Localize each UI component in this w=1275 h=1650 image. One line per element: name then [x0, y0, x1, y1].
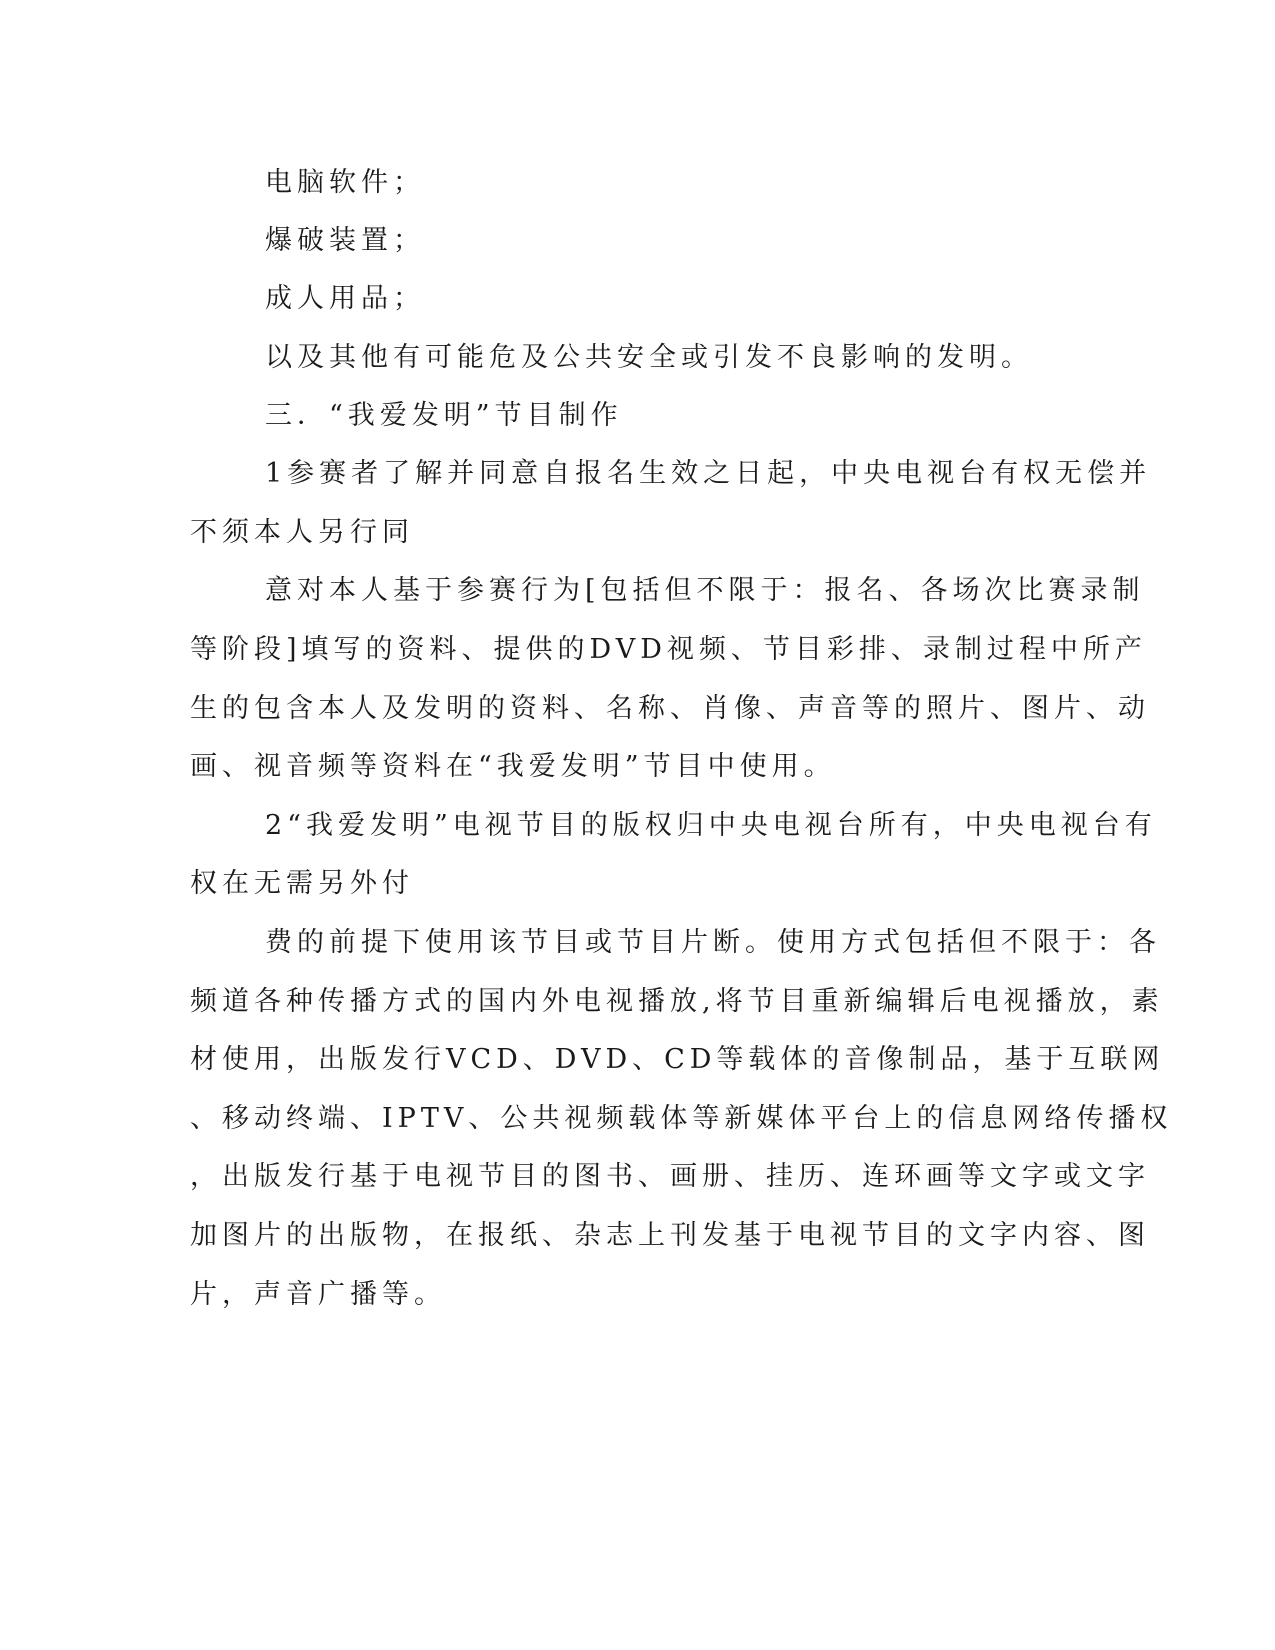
clause-2-line-7: ，出版发行基于电视节目的图书、画册、挂历、连环画等文字或文字	[190, 1161, 1150, 1192]
clause-2-line-3: 费的前提下使用该节目或节目片断。使用方式包括但不限于：各	[265, 927, 1161, 958]
clause-2-line-9: 片，声音广播等。	[190, 1279, 446, 1310]
list-item-explosives: 爆破装置；	[265, 225, 425, 256]
clause-2-line-6: 、移动终端、IPTV、公共视频载体等新媒体平台上的信息网络传播权	[190, 1103, 1173, 1134]
clause-1-line-2: 不须本人另行同	[190, 517, 414, 548]
clause-1-line-6: 画、视音频等资料在“我爱发明”节目中使用。	[190, 751, 836, 782]
list-item-software: 电脑软件；	[265, 167, 425, 198]
clause-2-line-8: 加图片的出版物，在报纸、杂志上刊发基于电视节目的文字内容、图	[190, 1220, 1150, 1251]
list-item-other-inventions: 以及其他有可能危及公共安全或引发不良影响的发明。	[265, 342, 1033, 373]
clause-2-line-2: 权在无需另外付	[190, 868, 414, 899]
clause-2-line-5: 材使用，出版发行VCD、DVD、CD等载体的音像制品，基于互联网	[190, 1044, 1165, 1075]
list-item-adult-products: 成人用品；	[265, 283, 425, 314]
clause-2-line-4: 频道各种传播方式的国内外电视播放,将节目重新编辑后电视播放，素	[190, 986, 1164, 1017]
clause-1-line-1: 1参赛者了解并同意自报名生效之日起，中央电视台有权无偿并	[265, 458, 1152, 489]
section-heading-program-production: 三．“我爱发明”节目制作	[265, 400, 623, 431]
clause-1-line-4: 等阶段]填写的资料、提供的DVD视频、节目彩排、录制过程中所产	[190, 634, 1147, 665]
clause-1-line-5: 生的包含本人及发明的资料、名称、肖像、声音等的照片、图片、动	[190, 693, 1150, 724]
clause-1-line-3: 意对本人基于参赛行为[包括但不限于：报名、各场次比赛录制	[265, 575, 1145, 606]
clause-2-line-1: 2“我爱发明”电视节目的版权归中央电视台所有，中央电视台有	[265, 810, 1157, 841]
